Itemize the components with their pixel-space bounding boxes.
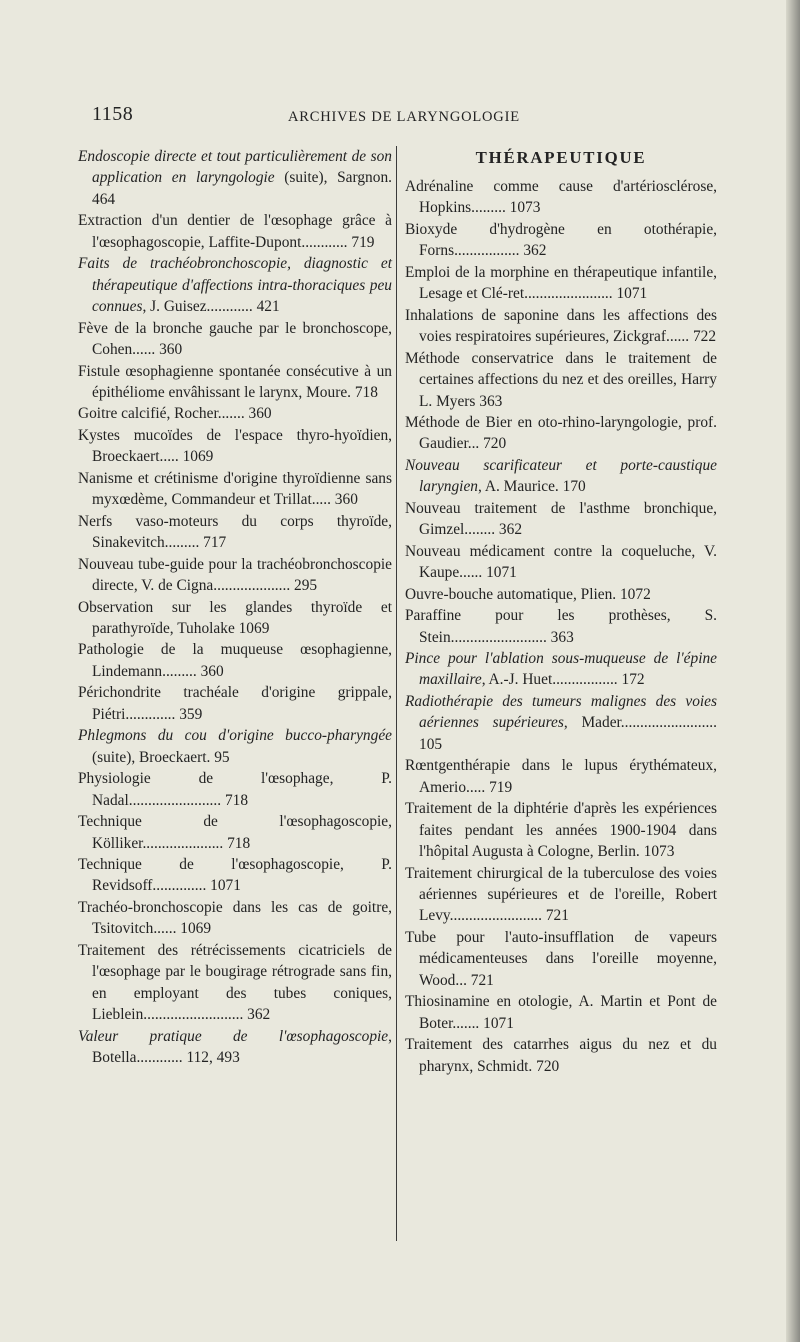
column-divider (396, 146, 397, 1241)
index-entry-reference: , A. Maurice. 170 (478, 478, 586, 496)
index-entry-title: Ouvre-bouche automatique, Plien. 1072 (405, 585, 651, 603)
page-edge (786, 0, 800, 1342)
index-entry (78, 361, 392, 404)
index-entry-reference: , J. Guisez............ 421 (142, 298, 280, 316)
index-entry (78, 597, 392, 640)
index-entry (78, 854, 392, 897)
index-entry-title: Thiosinamine en otologie, A. Martin et Pont de Boter....... 1071 (405, 993, 717, 1032)
index-entry-title: Fistule œsophagienne spontanée consécutive à un épithéliome envâhissant le larynx, Moure. 718 (78, 362, 392, 401)
index-entry-title: Adrénaline comme cause d'artériosclérose, Hopkins......... 1073 (405, 178, 717, 217)
index-entry-title: Fève de la bronche gauche par le bronchoscope, Cohen...... 360 (78, 319, 392, 359)
index-entry (405, 927, 717, 991)
index-entry (78, 403, 392, 424)
page-number: 1158 (92, 103, 134, 125)
index-entry-title: Paraffine pour les prothèses, S. Stein......................... 363 (405, 607, 717, 646)
index-entry-title: Technique de l'œsophagoscopie, P. Revidsoff.............. 1071 (78, 855, 392, 895)
index-entry (78, 725, 392, 768)
index-entry (78, 811, 392, 854)
index-entry-reference: (suite), Sargnon. 464 (92, 169, 392, 208)
index-entry (405, 498, 717, 541)
index-entry-title: Faits de trachéobronchoscopie, diagnostic et thérapeutique d'affections intra-thoraciques peu connues (78, 255, 392, 316)
index-entry (78, 682, 392, 725)
index-entry (405, 605, 717, 648)
index-entry (405, 412, 717, 455)
index-entry (405, 541, 717, 584)
index-entry (78, 210, 392, 253)
index-entry (78, 511, 392, 554)
index-entry-title: Pathologie de la muqueuse œsophagienne, Lindemann......... 360 (78, 641, 392, 680)
index-entry (78, 554, 392, 597)
running-title: ARCHIVES DE LARYNGOLOGIE (288, 109, 520, 125)
index-entry (78, 639, 392, 682)
index-entry-reference: , Mader......................... 105 (419, 714, 717, 753)
index-entry (405, 1034, 717, 1077)
index-entry-title: Pince pour l'ablation sous-muqueuse de l'épine maxillaire (405, 649, 717, 689)
index-entry-title: Traitement de la diphtérie d'après les expériences faites pendant les années 1900-1904 dans l'hôpital Augusta à Cologne, Berlin. 1073 (405, 800, 717, 861)
index-entry-title: Technique de l'œsophagoscopie, Kölliker..................... 718 (78, 813, 392, 852)
index-entry (78, 318, 392, 361)
index-entry-title: Emploi de la morphine en thérapeutique infantile, Lesage et Clé-ret....................... 1071 (405, 263, 717, 303)
index-entry (405, 584, 717, 605)
index-entry-title: Bioxyde d'hydrogène en otothérapie, Forns................. 362 (405, 220, 717, 260)
index-entry-reference: , Botella............ 112, 493 (92, 1027, 392, 1067)
index-entry (405, 691, 717, 755)
index-entry-title: Rœntgenthérapie dans le lupus érythémateux, Amerio..... 719 (405, 757, 717, 796)
index-entry-title: Nouveau médicament contre la coqueluche, V. Kaupe...... 1071 (405, 542, 717, 582)
index-entry-title: Périchondrite trachéale d'origine grippale, Piétri............. 359 (78, 684, 392, 723)
index-entry (405, 991, 717, 1034)
index-entry-title: Trachéo-bronchoscopie dans les cas de goitre, Tsitovitch...... 1069 (78, 898, 392, 938)
index-entry-reference: (suite), Broeckaert. 95 (92, 748, 230, 766)
index-entry-title: Traitement des rétrécissements cicatriciels de l'œsophage par le bougirage rétrograde sans fin, en employant des tubes coniques, Lieblein.......................... 362 (78, 941, 392, 1024)
index-entry (78, 468, 392, 511)
left-column (78, 146, 392, 1068)
index-entry-title: Endoscopie directe et tout particulièrement de son application en laryngologie (78, 148, 392, 187)
index-entry-title: Inhalations de saponine dans les affections des voies respiratoires supérieures, Zickgraf...... 722 (405, 306, 717, 346)
index-entry (78, 146, 392, 210)
index-entry (78, 1026, 392, 1069)
section-heading-therapeutique: THÉRAPEUTIQUE (475, 148, 647, 167)
index-entry (78, 425, 392, 468)
index-entry-reference: , A.-J. Huet................. 172 (481, 671, 645, 689)
index-entry (78, 253, 392, 317)
right-column (405, 146, 717, 1077)
index-entry-title: Nerfs vaso-moteurs du corps thyroïde, Sinakevitch......... 717 (78, 512, 392, 552)
index-entry-title: Phlegmons du cou d'origine bucco-pharyngée (78, 727, 392, 745)
index-entry-title: Méthode conservatrice dans le traitement de certaines affections du nez et des oreilles, Harry L. Myers 363 (405, 349, 717, 410)
index-entry (78, 768, 392, 811)
index-entry (405, 648, 717, 691)
index-entry-title: Nouveau scarificateur et porte-caustique laryngien (405, 456, 717, 496)
index-entry (78, 940, 392, 1026)
index-entry (405, 305, 717, 348)
index-entry (405, 262, 717, 305)
index-entry (405, 219, 717, 262)
index-entry (405, 455, 717, 498)
index-entry-title: Nanisme et crétinisme d'origine thyroïdienne sans myxœdème, Commandeur et Trillat..... 360 (78, 469, 392, 509)
index-entry (78, 897, 392, 940)
index-entry (405, 798, 717, 862)
index-entry-title: Radiothérapie des tumeurs malignes des voies aériennes supérieures (405, 692, 717, 732)
index-entry-title: Nouveau traitement de l'asthme bronchique, Gimzel........ 362 (405, 499, 717, 539)
index-entry (405, 755, 717, 798)
page-header (92, 103, 712, 133)
index-entry-title: Physiologie de l'œsophage, P. Nadal........................ 718 (78, 770, 392, 809)
index-entry-title: Traitement chirurgical de la tuberculose des voies aériennes supérieures et de l'oreille, Robert Levy........................ 721 (405, 864, 717, 925)
index-entry-title: Goitre calcifié, Rocher....... 360 (78, 405, 272, 423)
index-entry-title: Méthode de Bier en oto-rhino-laryngologie, prof. Gaudier... 720 (405, 413, 717, 453)
index-entry (405, 348, 717, 412)
index-entry-title: Valeur pratique de l'œsophagoscopie (78, 1027, 389, 1045)
index-entry (405, 176, 717, 219)
index-entry-title: Extraction d'un dentier de l'œsophage grâce à l'œsophagoscopie, Laffite-Dupont............ 719 (78, 212, 392, 251)
index-entry-title: Nouveau tube-guide pour la trachéobronchoscopie directe, V. de Cigna.................... 295 (78, 555, 392, 595)
index-entry (405, 863, 717, 927)
index-entry-title: Tube pour l'auto-insufflation de vapeurs médicamenteuses dans l'oreille moyenne, Wood... 721 (405, 928, 717, 989)
index-entry-title: Traitement des catarrhes aigus du nez et du pharynx, Schmidt. 720 (405, 1036, 717, 1075)
index-entry-title: Observation sur les glandes thyroïde et parathyroïde, Tuholake 1069 (78, 598, 392, 637)
index-entry-title: Kystes mucoïdes de l'espace thyro-hyoïdien, Broeckaert..... 1069 (78, 426, 392, 466)
